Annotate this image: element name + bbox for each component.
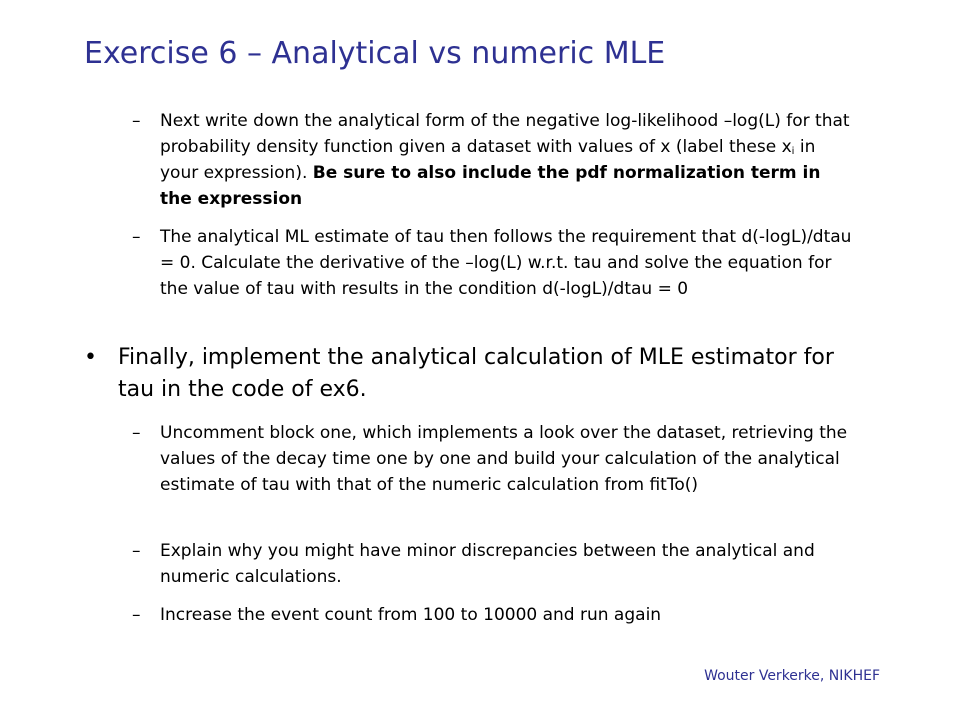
list-item-text: Uncomment block one, which implements a look over the dataset, retrieving the values of the decay time one by one and build your calculation of the analytical estimate of tau with that of the numeric calculation from fitTo(): [160, 423, 848, 495]
list-item-text: [160, 108, 852, 212]
dash-marker: –: [132, 423, 141, 443]
list-item-ml-estimate: [132, 224, 852, 302]
main-bullet-item: [84, 342, 844, 406]
dash-marker: –: [132, 541, 141, 561]
text-segment: Next write down the analytical form of the negative log-likelihood –log(L) for that probability density function given a dataset with values of x (label these x: [160, 111, 850, 157]
text-segment: in your expression).: [160, 137, 816, 183]
list-item-text: Increase the event count from 100 to 10000 and run again: [160, 605, 662, 625]
bullet-marker: •: [84, 345, 97, 370]
footer-author: Wouter Verkerke, NIKHEF: [704, 668, 880, 684]
list-item-increase-events: [132, 602, 852, 628]
list-item-text: The analytical ML estimate of tau then follows the requirement that d(-logL)/dtau = 0. Calculate the derivative of the –log(L) w.r.t. tau and solve the equation for the value of tau with results in the condition d(-logL)/dtau = 0: [160, 227, 852, 299]
bold-emphasis: Be sure to also include the pdf normalization term in the expression: [160, 163, 821, 209]
dash-marker: –: [132, 227, 141, 247]
dash-marker: –: [132, 605, 141, 625]
slide-title: Exercise 6 – Analytical vs numeric MLE: [84, 36, 666, 71]
subscript-i: i: [791, 146, 795, 157]
list-item-write-nll: [132, 108, 852, 212]
list-item-uncomment-block: [132, 420, 852, 498]
dash-marker: –: [132, 111, 141, 131]
list-item-text: Explain why you might have minor discrepancies between the analytical and numeric calculations.: [160, 541, 815, 587]
list-item-explain-discrepancies: [132, 538, 852, 590]
main-bullet-text: Finally, implement the analytical calculation of MLE estimator for tau in the code of ex6.: [118, 345, 834, 402]
